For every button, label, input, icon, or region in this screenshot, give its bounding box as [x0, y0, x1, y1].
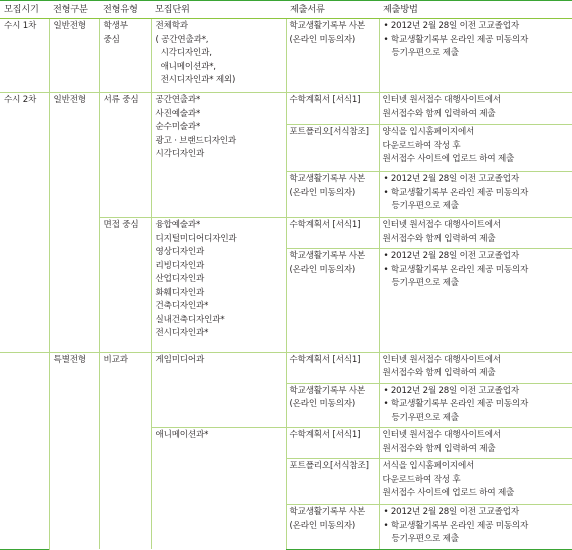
unit-cell: 애니메이션과*	[151, 428, 286, 550]
method-cell: 서식을 입시홈페이지에서 다운로드하여 작성 후 원서접수 사이트에 업로드 하여 제출	[379, 459, 572, 505]
method-bullet: • 2012년 2월 28일 이전 고교졸업자	[383, 251, 519, 261]
method-bullet: • 학교생활기록부 온라인 제공 미동의자 등기우편으로 제출	[383, 187, 529, 211]
unit-cell: 게임미디어과	[151, 352, 286, 428]
type-cell: 학생부 중심	[99, 19, 151, 93]
method-bullet: • 학교생활기록부 온라인 제공 미동의자 등기우편으로 제출	[383, 34, 529, 58]
method-cell: 인터넷 원서접수 대행사이트에서 원서접수와 함께 입력하여 제출	[379, 218, 572, 249]
category-cell: 일반전형	[49, 19, 99, 93]
period-cell	[0, 352, 49, 383]
method-cell: 인터넷 원서접수 대행사이트에서 원서접수와 함께 입력하여 제출	[379, 428, 572, 459]
period-cell: 수시 2차	[0, 93, 49, 353]
document-cell: 학교생활기록부 사본 (온라인 미동의자)	[286, 249, 379, 352]
period-cell	[0, 505, 49, 550]
type-cell: 서류 중심	[99, 93, 151, 218]
table-header-row	[0, 1, 572, 19]
type-cell: 면접 중심	[99, 218, 151, 352]
header-documents: 제출서류	[286, 1, 379, 19]
document-cell: 수학계획서 [서식1]	[286, 218, 379, 249]
table-row	[0, 93, 572, 125]
method-bullet: • 학교생활기록부 온라인 제공 미동의자 등기우편으로 제출	[383, 264, 529, 288]
method-bullet: • 2012년 2월 28일 이전 고교졸업자	[383, 507, 519, 517]
method-cell: 인터넷 원서접수 대행사이트에서 원서접수와 함께 입력하여 제출	[379, 93, 572, 125]
method-cell	[379, 19, 572, 93]
category-cell: 일반전형	[49, 93, 99, 353]
document-cell: 수학계획서 [서식1]	[286, 428, 379, 459]
method-cell	[379, 172, 572, 218]
method-cell	[379, 505, 572, 550]
document-cell: 수학계획서 [서식1]	[286, 352, 379, 383]
method-bullet: • 2012년 2월 28일 이전 고교졸업자	[383, 21, 519, 31]
period-cell	[0, 428, 49, 459]
method-cell	[379, 249, 572, 352]
period-cell: 수시 1차	[0, 19, 49, 93]
method-bullet: • 학교생활기록부 온라인 제공 미동의자 등기우편으로 제출	[383, 520, 529, 544]
period-cell	[0, 383, 49, 428]
document-cell: 학교생활기록부 사본 (온라인 미동의자)	[286, 383, 379, 428]
document-cell: 포트폴리오[서식참조]	[286, 125, 379, 172]
table-row	[0, 19, 572, 93]
type-cell: 비교과	[99, 352, 151, 549]
method-cell	[379, 383, 572, 428]
header-method: 제출방법	[379, 1, 572, 19]
document-cell: 수학계획서 [서식1]	[286, 93, 379, 125]
method-cell: 인터넷 원서접수 대행사이트에서 원서접수와 함께 입력하여 제출	[379, 352, 572, 383]
header-unit: 모집단위	[151, 1, 286, 19]
period-cell	[0, 459, 49, 505]
method-bullet: • 2012년 2월 28일 이전 고교졸업자	[383, 174, 519, 184]
header-type: 전형유형	[99, 1, 151, 19]
document-cell: 학교생활기록부 사본 (온라인 미동의자)	[286, 19, 379, 93]
header-category: 전형구분	[49, 1, 99, 19]
table-row	[0, 352, 572, 383]
unit-cell: 융합예술과* 디지털미디어디자인과 영상디자인과 리빙디자인과 산업디자인과 화훼디자인과 건축디자인과* 실내건축디자인과* 전시디자인과*	[151, 218, 286, 352]
method-bullet: • 학교생활기록부 온라인 제공 미동의자 등기우편으로 제출	[383, 399, 529, 423]
method-bullet: • 2012년 2월 28일 이전 고교졸업자	[383, 385, 519, 396]
document-cell: 학교생활기록부 사본 (온라인 미동의자)	[286, 505, 379, 550]
document-cell: 학교생활기록부 사본 (온라인 미동의자)	[286, 172, 379, 218]
method-cell: 양식을 입시홈페이지에서 다운로드하여 작성 후 원서접수 사이트에 업로드 하여 제출	[379, 125, 572, 172]
header-period: 모집시기	[0, 1, 49, 19]
category-cell: 특별전형	[49, 352, 99, 549]
unit-cell: 공간연출과* 사진예술과* 순수미술과* 광고 · 브랜드디자인과 시각디자인과	[151, 93, 286, 218]
document-cell: 포트폴리오[서식참조]	[286, 459, 379, 505]
unit-cell: 전체학과 ( 공간연출과*, 시각디자인과, 애니메이션과*, 전시디자인과* 제외)	[151, 19, 286, 93]
